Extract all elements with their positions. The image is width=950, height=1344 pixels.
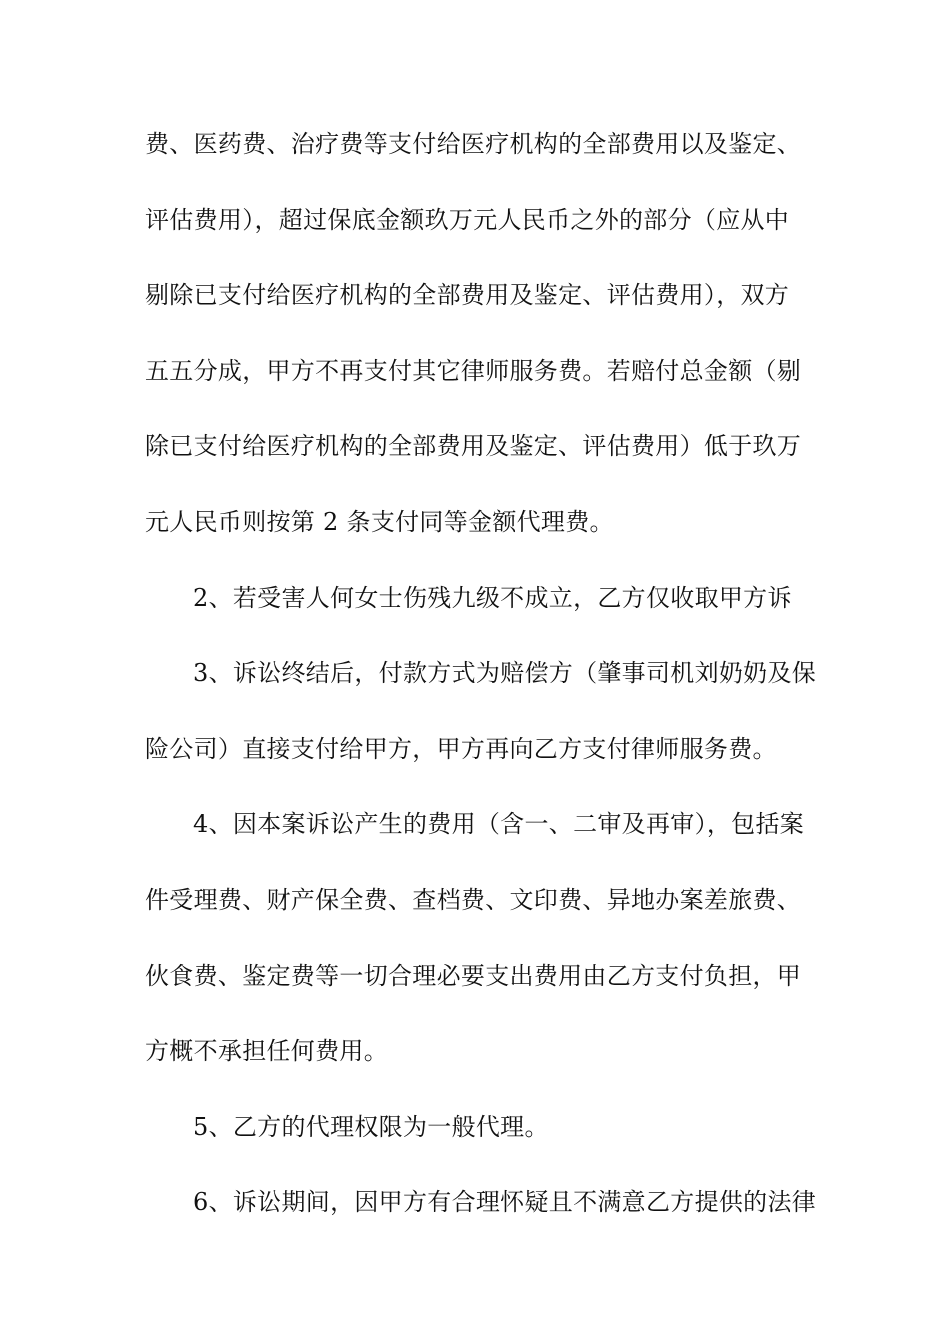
text-line: 元人民币则按第 2 条支付同等金额代理费。 <box>145 507 614 536</box>
clause-6-line: 6、诉讼期间，因甲方有合理怀疑且不满意乙方提供的法律 <box>193 1188 817 1217</box>
clause-4-line: 4、因本案诉讼产生的费用（含一、二审及再审），包括案 <box>193 810 805 839</box>
text-line: 险公司）直接支付给甲方，甲方再向乙方支付律师服务费。 <box>145 734 777 763</box>
clause-2-line: 2、若受害人何女士伤残九级不成立，乙方仅收取甲方诉 <box>193 583 792 612</box>
text-line: 除已支付给医疗机构的全部费用及鉴定、评估费用）低于玖万 <box>145 432 802 461</box>
clause-5-line: 5、乙方的代理权限为一般代理。 <box>193 1112 549 1141</box>
text-line: 件受理费、财产保全费、查档费、文印费、异地办案差旅费、 <box>145 885 802 914</box>
text-line: 费、医药费、治疗费等支付给医疗机构的全部费用以及鉴定、 <box>145 130 802 158</box>
document-body <box>145 120 815 1254</box>
text-line: 方概不承担任何费用。 <box>145 1037 388 1066</box>
text-line: 伙食费、鉴定费等一切合理必要支出费用由乙方支付负担，甲 <box>145 961 802 990</box>
text-line: 五五分成，甲方不再支付其它律师服务费。若赔付总金额（剔 <box>145 356 802 385</box>
text-line: 剔除已支付给医疗机构的全部费用及鉴定、评估费用），双方 <box>145 281 790 310</box>
text-line: 评估费用），超过保底金额玖万元人民币之外的部分（应从中 <box>145 205 790 234</box>
clause-3-line: 3、诉讼终结后，付款方式为赔偿方（肇事司机刘奶奶及保 <box>193 659 817 688</box>
